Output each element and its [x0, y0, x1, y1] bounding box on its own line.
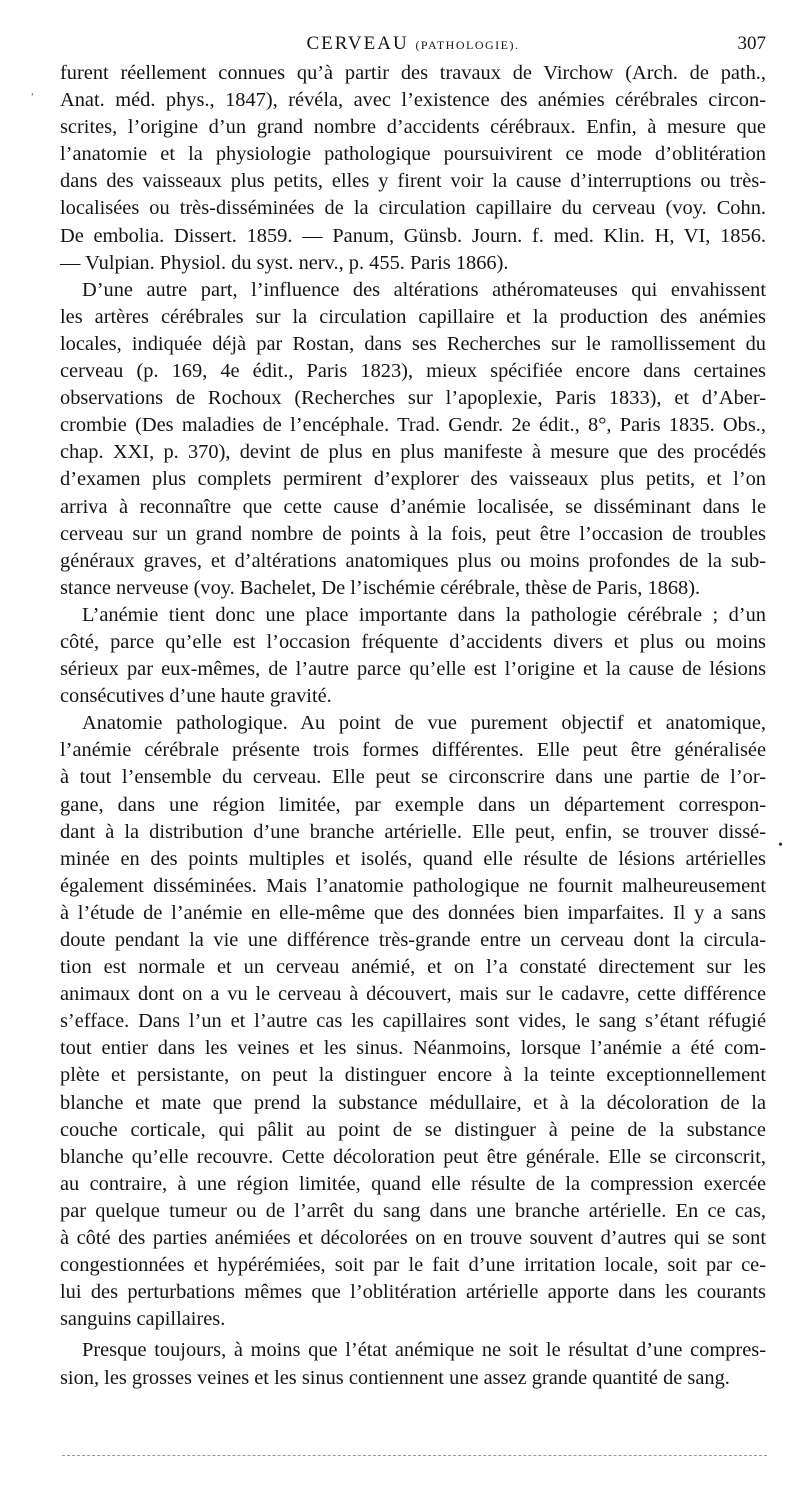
text-line: De embolia. Dissert. 1859. — Panum, Günsb. Journ. f. med. Klin. H, VI, 1856.	[60, 224, 766, 247]
text-line: locales, indiquée déjà par Rostan, dans ses Recherches sur le ramollissement du	[60, 332, 766, 355]
text-line: blanche et mate que prend la substance médullaire, et à la décoloration de la	[60, 1091, 766, 1114]
text-line: dant à la distribution d’une branche artérielle. Elle peut, enfin, se trouver dissé-	[60, 820, 766, 843]
text-line: blanche qu’elle recouvre. Cette décoloration peut être générale. Elle se circonscrit,	[60, 1145, 766, 1168]
text-line: tion est normale et un cerveau anémié, et on l’a constaté directement sur les	[60, 956, 766, 979]
text-line: tout entier dans les veines et les sinus. Néanmoins, lorsque l’anémie a été com-	[60, 1037, 766, 1060]
text-line: L’anémie tient donc une place importante dans la pathologie cérébrale ; d’un	[82, 603, 766, 626]
margin-mark: ʾ	[30, 92, 35, 107]
text-line: au contraire, à une région limitée, quand elle résulte de la compression exercée	[60, 1172, 766, 1195]
text-line: sanguins capillaires.	[60, 1308, 226, 1331]
text-line: furent réellement connues qu’à partir des travaux de Virchow (Arch. de path.,	[60, 62, 766, 84]
running-header	[60, 30, 766, 58]
text-line: consécutives d’une haute gravité.	[60, 685, 332, 708]
text-line: localisées ou très-disséminées de la circulation capillaire du cerveau (voy. Cohn.	[60, 197, 766, 220]
page-number: 307	[737, 33, 766, 54]
text-line: généraux graves, et d’altérations anatomiques plus ou moins profondes de la sub-	[60, 549, 766, 572]
running-title-sub: (PATHOLOGIE).	[415, 38, 520, 52]
text-line: côté, parce qu’elle est l’occasion fréquente d’accidents divers et plus ou moins	[60, 630, 766, 653]
text-line: cerveau (p. 169, 4e édit., Paris 1823), mieux spécifiée encore dans certaines	[60, 360, 766, 383]
text-line: — Vulpian. Physiol. du syst. nerv., p. 455. Paris 1866).	[60, 251, 509, 274]
text-line: l’anémie cérébrale présente trois formes différentes. Elle peut être généralisée	[60, 739, 766, 762]
text-line: animaux dont on a vu le cerveau à découvert, mais sur le cadavre, cette différence	[60, 983, 766, 1006]
text-line: stance nerveuse (voy. Bachelet, De l’ischémie cérébrale, thèse de Paris, 1868).	[60, 576, 701, 599]
text-line: s’efface. Dans l’un et l’autre cas les capillaires sont vides, le sang s’étant réfugié	[60, 1010, 766, 1033]
text-line: D’une autre part, l’influence des altérations athéromateuses qui envahissent	[82, 278, 766, 301]
margin-mark: •	[778, 838, 783, 853]
text-line: plète et persistante, on peut la distinguer encore à la teinte exceptionnellement	[60, 1064, 766, 1087]
text-line: les artères cérébrales sur la circulation capillaire et la production des anémies	[60, 305, 766, 328]
text-line: minée en des points multiples et isolés, quand elle résulte de lésions artérielles	[60, 847, 766, 870]
text-line: Anat. méd. phys., 1847), révéla, avec l’existence des anémies cérébrales circon-	[60, 89, 766, 112]
text-line: congestionnées et hypérémiées, soit par le fait d’une irritation locale, soit par ce-	[60, 1254, 766, 1277]
text-line: d’examen plus complets permirent d’explorer des vaisseaux plus petits, et l’on	[60, 468, 766, 491]
text-line: gane, dans une région limitée, par exemple dans un département correspon-	[60, 793, 766, 816]
text-line: scrites, l’origine d’un grand nombre d’accidents cérébraux. Enfin, à mesure que	[60, 116, 766, 139]
text-line: observations de Rochoux (Recherches sur l’apoplexie, Paris 1833), et d’Aber-	[60, 387, 766, 410]
text-line: à côté des parties anémiées et décolorées on en trouve souvent d’autres qui se sont	[60, 1227, 766, 1250]
running-title-main: CERVEAU	[306, 33, 409, 54]
text-line: sérieux par eux-mêmes, de l’autre parce qu’elle est l’origine et la cause de lésions	[60, 658, 766, 681]
text-line: Anatomie pathologique. Au point de vue purement objectif et anatomique,	[82, 712, 766, 735]
text-line: Presque toujours, à moins que l’état anémique ne soit le résultat d’une compres-	[82, 1339, 766, 1362]
text-line: l’anatomie et la physiologie pathologique poursuivirent ce mode d’oblitération	[60, 143, 766, 166]
footer-rule	[62, 1455, 767, 1456]
body-text	[60, 60, 766, 1392]
text-line: doute pendant la vie une différence très-grande entre un cerveau dont la circula-	[60, 929, 766, 951]
text-line: également disséminées. Mais l’anatomie pathologique ne fournit malheureusement	[60, 874, 766, 897]
text-line: sion, les grosses veines et les sinus contiennent une assez grande quantité de sang.	[60, 1366, 730, 1389]
text-line: dans des vaisseaux plus petits, elles y firent voir la cause d’interruptions ou très-	[60, 170, 766, 193]
text-line: couche corticale, qui pâlit au point de se distinguer à peine de la substance	[60, 1118, 766, 1141]
text-line: chap. XXI, p. 370), devint de plus en plus manifeste à mesure que des procédés	[60, 441, 766, 464]
text-line: cerveau sur un grand nombre de points à la fois, peut être l’occasion de troubles	[60, 522, 766, 545]
text-line: par quelque tumeur ou de l’arrêt du sang dans une branche artérielle. En ce cas,	[60, 1199, 766, 1222]
text-line: lui des perturbations mêmes que l’oblitération artérielle apporte dans les courants	[60, 1281, 766, 1304]
text-line: à tout l’ensemble du cerveau. Elle peut se circonscrire dans une partie de l’or-	[60, 766, 766, 789]
running-title	[60, 30, 766, 59]
text-line: crombie (Des maladies de l’encéphale. Trad. Gendr. 2e édit., 8°, Paris 1835. Obs.,	[60, 414, 766, 437]
text-line: arriva à reconnaître que cette cause d’anémie localisée, se disséminant dans le	[60, 495, 766, 518]
text-line: à l’étude de l’anémie en elle-même que des données bien imparfaites. Il y a sans	[60, 901, 766, 924]
